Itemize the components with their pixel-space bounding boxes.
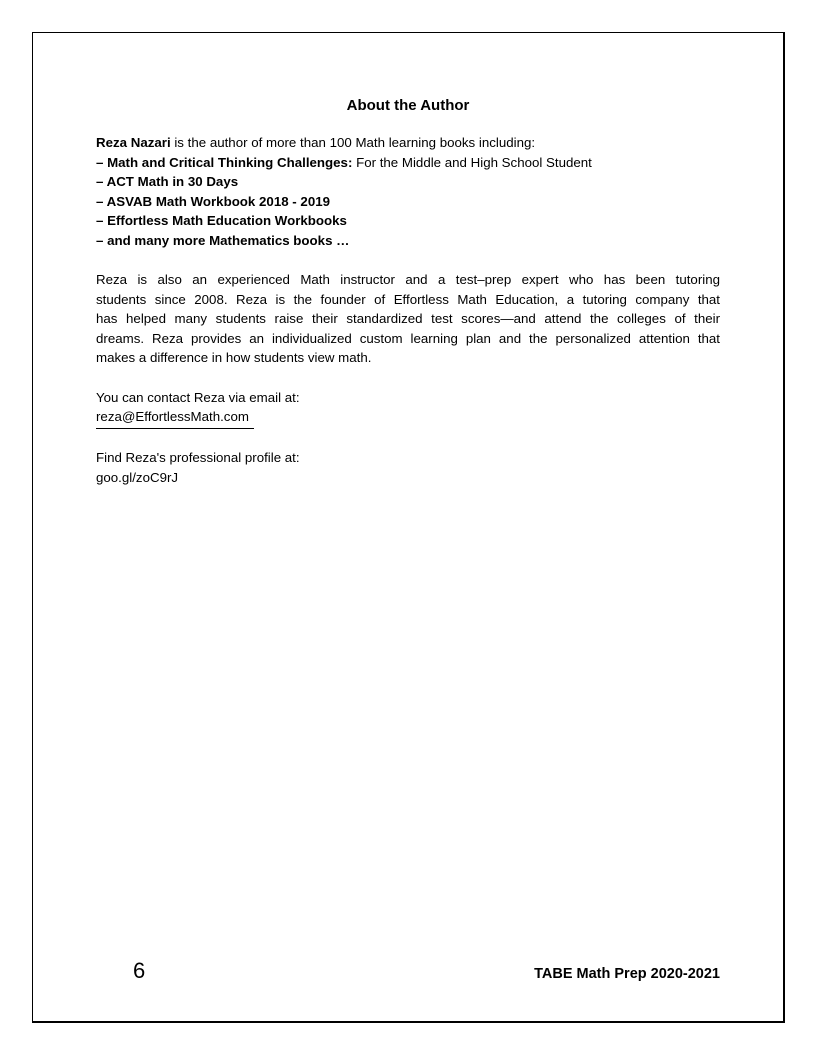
contact-profile-label: Find Reza's professional profile at: [96, 450, 300, 465]
bio-line: Reza is also an experienced Math instructor and a test–prep expert who has been tutoring [96, 272, 720, 287]
book-list-item [96, 211, 720, 231]
book-list-item [96, 231, 720, 251]
book-item-bold: – Math and Critical Thinking Challenges: [96, 154, 353, 170]
book-item-regular: For the Middle and High School Student [352, 154, 592, 170]
contact-email-row [96, 407, 720, 429]
blank-line [96, 429, 720, 449]
bio-paragraph [96, 270, 720, 368]
author-name: Reza Nazari [96, 135, 171, 150]
contact-block [96, 388, 720, 488]
bio-line: makes a difference in how students view math. [96, 350, 372, 365]
page-title: About the Author [346, 97, 470, 114]
email-link[interactable]: reza@EffortlessMath.com [96, 407, 254, 429]
page-number: 6 [133, 958, 146, 983]
book-list-item [96, 153, 720, 173]
book-item-bold: – Effortless Math Education Workbooks [96, 213, 347, 228]
profile-url: goo.gl/zoC9rJ [96, 469, 179, 485]
book-list [96, 153, 720, 251]
intro-text: is the author of more than 100 Math learning books including: [170, 135, 536, 150]
contact-email-label: You can contact Reza via email at: [96, 389, 300, 405]
book-item-bold: – ACT Math in 30 Days [96, 174, 239, 189]
page-content [96, 0, 720, 487]
page-footer [96, 958, 720, 984]
book-list-item [96, 172, 720, 192]
book-item-bold: – and many more Mathematics books … [96, 232, 350, 248]
bio-line: dreams. Reza provides an individualized custom learning plan and the personalized attention that [96, 330, 720, 346]
footer-book-title: TABE Math Prep 2020-2021 [534, 966, 720, 982]
bio-line: has helped many students raise their standardized test scores—and attend the colleges of their [96, 311, 720, 326]
bio-line: students since 2008. Reza is the founder of Effortless Math Education, a tutoring company that [96, 291, 720, 307]
book-item-bold: – ASVAB Math Workbook 2018 - 2019 [96, 193, 331, 209]
book-list-item [96, 192, 720, 212]
intro-paragraph [96, 133, 720, 153]
